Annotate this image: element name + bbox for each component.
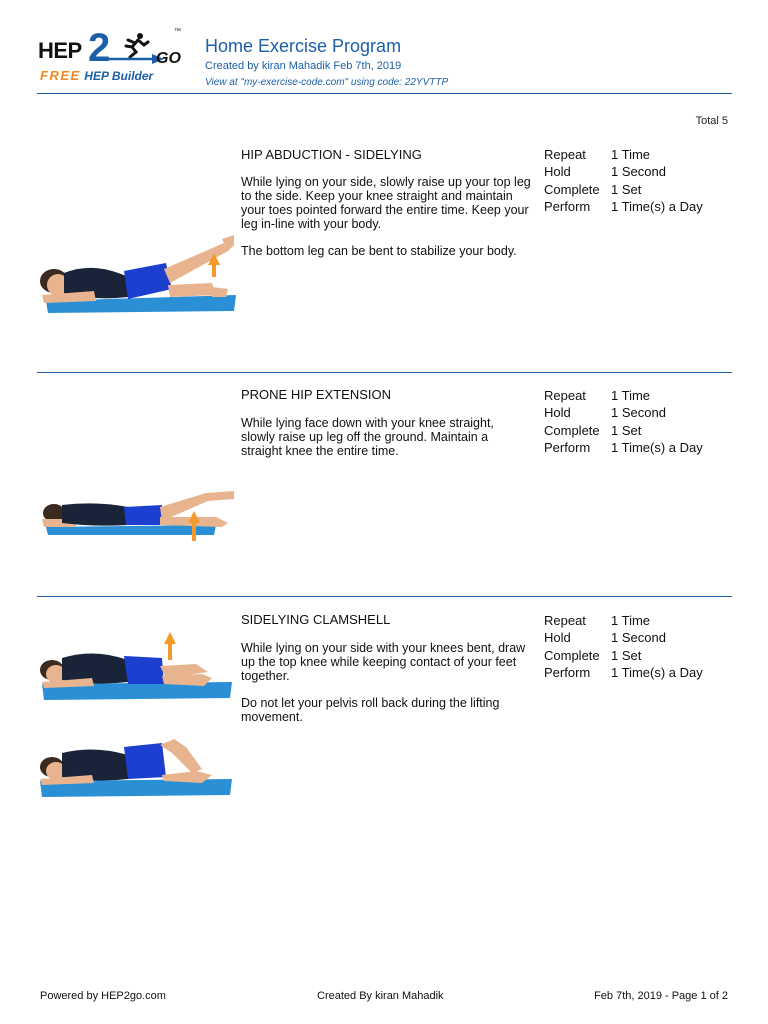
repeat-value: 1 Time <box>611 388 651 403</box>
exercise-3-desc-paragraph: While lying on your side with your knees bent, draw up the top knee while keeping contact of your feet together. <box>241 641 526 683</box>
exercise-1-description <box>241 175 531 271</box>
exercise-divider <box>37 372 732 373</box>
total-count: Total 5 <box>695 115 728 127</box>
repeat-label: Repeat <box>544 613 586 628</box>
exercise-3-description <box>241 641 531 737</box>
perform-value: 1 Time(s) a Day <box>611 664 703 680</box>
repeat-value: 1 Time <box>611 147 651 162</box>
exercise-2-image <box>36 475 241 545</box>
footer-created-by: Created By kiran Mahadik <box>317 990 444 1002</box>
complete-label: Complete <box>544 181 600 197</box>
hold-value: 1 Second <box>611 630 666 646</box>
logo-trademark: ™ <box>174 28 181 35</box>
created-by-line: Created by kiran Mahadik Feb 7th, 2019 <box>205 60 402 72</box>
repeat-label: Repeat <box>544 147 586 162</box>
header-divider <box>37 93 732 94</box>
exercise-2-title: PRONE HIP EXTENSION <box>241 387 392 402</box>
logo-two-text: 2 <box>88 26 111 70</box>
complete-label: Complete <box>544 647 600 663</box>
exercise-1-image <box>36 185 241 320</box>
exercise-divider <box>37 596 732 597</box>
exercise-1-title: HIP ABDUCTION - SIDELYING <box>241 147 422 162</box>
repeat-label: Repeat <box>544 388 586 403</box>
exercise-3-params <box>544 612 703 681</box>
view-code-line: View at "my-exercise-code.com" using code: 22YVTTP <box>205 77 449 88</box>
exercise-2-params <box>544 387 703 456</box>
hold-value: 1 Second <box>611 164 666 180</box>
complete-value: 1 Set <box>611 422 642 438</box>
complete-value: 1 Set <box>611 647 642 663</box>
exercise-3-title: SIDELYING CLAMSHELL <box>241 612 391 627</box>
exercise-2-desc-paragraph: While lying face down with your knee straight, slowly raise up leg off the ground. Maintain a straight knee the entire time. <box>241 416 494 458</box>
hold-label: Hold <box>544 630 571 646</box>
exercise-1-desc-paragraph: The bottom leg can be bent to stabilize your body. <box>241 244 517 258</box>
exercise-2-description <box>241 416 531 471</box>
hold-label: Hold <box>544 405 571 421</box>
repeat-value: 1 Time <box>611 613 651 628</box>
perform-label: Perform <box>544 664 591 680</box>
logo-go-text: GO <box>156 50 181 67</box>
perform-label: Perform <box>544 198 591 214</box>
logo-tagline <box>40 68 153 83</box>
footer-powered-by: Powered by HEP2go.com <box>40 990 166 1002</box>
logo-free-text: FREE <box>40 68 81 83</box>
exercise-3-desc-paragraph: Do not let your pelvis roll back during the lifting movement. <box>241 696 500 724</box>
perform-label: Perform <box>544 439 591 455</box>
exercise-3-image-start <box>36 628 241 706</box>
perform-value: 1 Time(s) a Day <box>611 198 703 214</box>
perform-value: 1 Time(s) a Day <box>611 439 703 455</box>
exercise-1-desc-paragraph: While lying on your side, slowly raise up your top leg to the side. Keep your knee straight and maintain your toes pointed forward the entire time. Keep your leg in-line with your body. <box>241 175 531 231</box>
footer-page-info: Feb 7th, 2019 - Page 1 of 2 <box>594 990 728 1002</box>
complete-value: 1 Set <box>611 181 642 197</box>
hold-value: 1 Second <box>611 405 666 421</box>
exercise-1-params <box>544 146 703 215</box>
hep2go-logo <box>38 28 188 90</box>
complete-label: Complete <box>544 422 600 438</box>
hold-label: Hold <box>544 164 571 180</box>
page-title: Home Exercise Program <box>205 36 402 56</box>
logo-hep-text: HEP <box>38 38 82 63</box>
logo-builder-text: HEP Builder <box>84 69 154 83</box>
exercise-3-image-end <box>36 735 241 800</box>
